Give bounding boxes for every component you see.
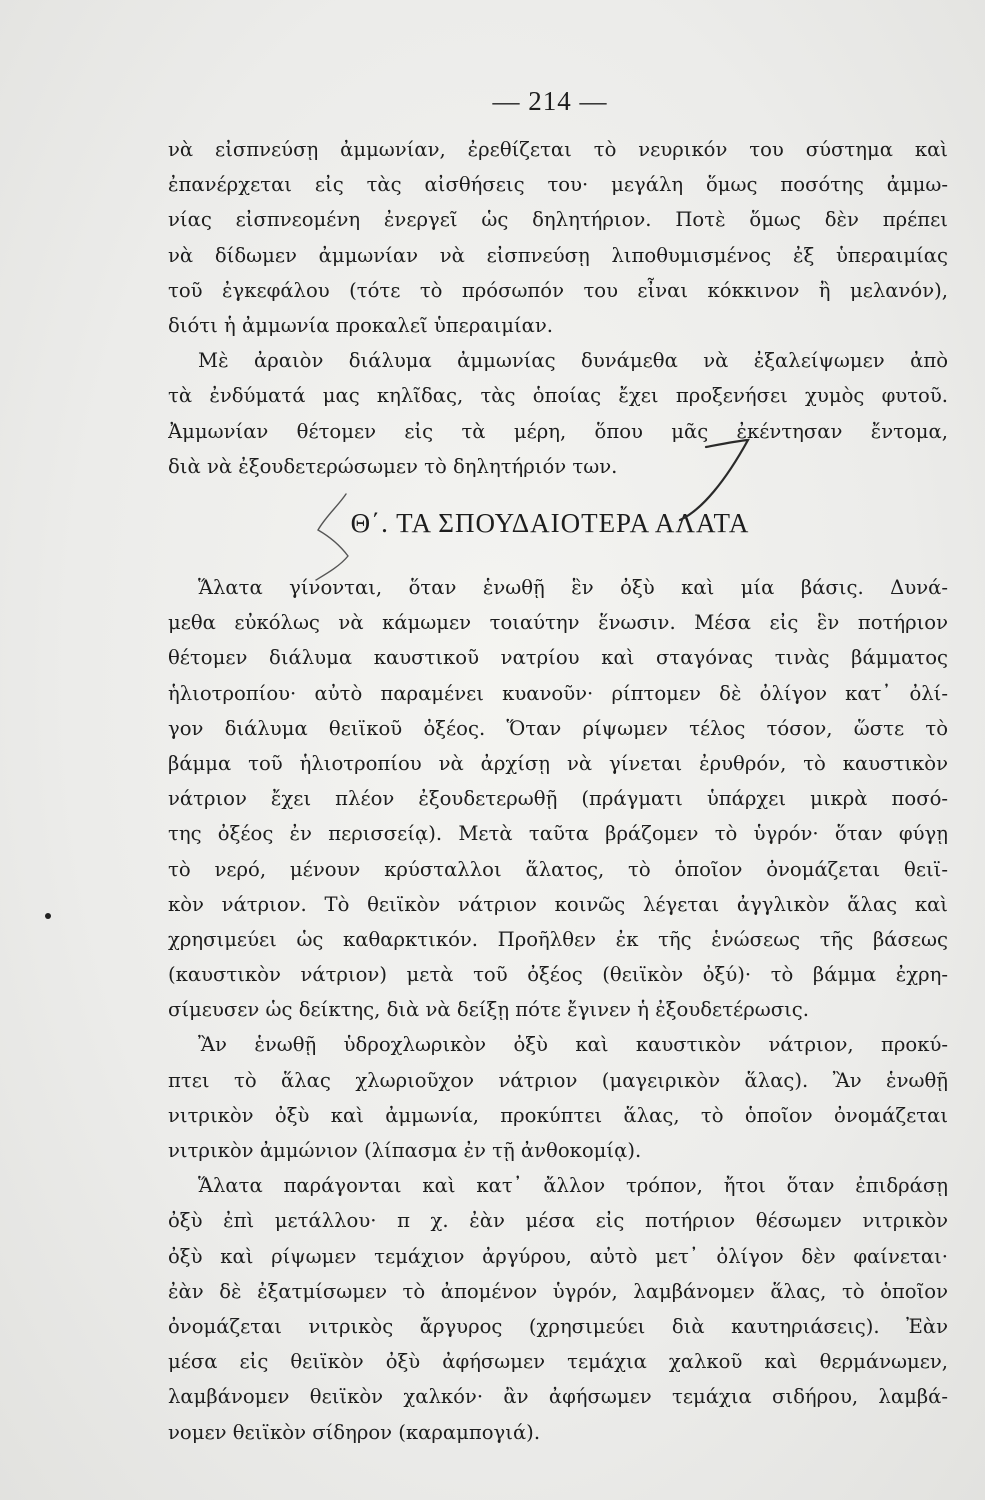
section-heading: Θ΄. ΤΑ ΣΠΟΥΔΑΙΟΤΕΡΑ ΑΛΑΤΑ xyxy=(350,508,750,538)
text-line: τοῦ ἐγκεφάλου (τότε τὸ πρόσωπόν του εἶναι κόκκινον ἢ μελανόν), xyxy=(168,278,948,302)
text-line: Μὲ ἀραιὸν διάλυμα ἀμμωνίας δυνάμεθα νὰ ἐξαλείψωμεν ἀπὸ xyxy=(198,349,948,373)
text-line: τὰ ἐνδύματά μας κηλῖδας, τὰς ὁποίας ἔχει προξενήσει χυμὸς φυτοῦ. xyxy=(168,384,948,408)
ink-dot xyxy=(45,913,51,919)
text-line: μέσα εἰς θειϊκὸν ὀξὺ ἀφήσωμεν τεμάχια χαλκοῦ καὶ θερμάνωμεν, xyxy=(168,1350,948,1374)
text-line: σίμευσεν ὡς δείκτης, διὰ νὰ δείξῃ πότε ἔγινεν ἡ ἐξουδετέρωσις. xyxy=(168,998,809,1022)
text-line: Ἀμμωνίαν θέτομεν εἰς τὰ μέρη, ὅπου μᾶς ἐκέντησαν ἔντομα, xyxy=(168,419,948,443)
text-line: λαμβάνομεν θειϊκὸν χαλκόν· ἂν ἀφήσωμεν τεμάχια σιδήρου, λαμβά- xyxy=(168,1385,948,1409)
page-number: — 214 — xyxy=(492,86,608,116)
text-line: γον διάλυμα θειϊκοῦ ὀξέος. Ὅταν ρίψωμεν τέλος τόσον, ὥστε τὸ xyxy=(168,716,948,740)
text-line: μεθα εὐκόλως νὰ κάμωμεν τοιαύτην ἕνωσιν. Μέσα εἰς ἓν ποτήριον xyxy=(168,611,948,635)
text-line: Ἂν ἑνωθῇ ὑδροχλωρικὸν ὀξὺ καὶ καυστικὸν νάτριον, προκύ- xyxy=(198,1033,948,1057)
text-line: νὰ δίδωμεν ἀμμωνίαν νὰ εἰσπνεύσῃ λιποθυμισμένος ἐξ ὑπεραιμίας xyxy=(168,243,948,267)
text-line: τὸ νερό, μένουν κρύσταλλοι ἅλατος, τὸ ὁποῖον ὀνομάζεται θειϊ- xyxy=(168,857,948,881)
text-line: νομεν θειϊκὸν σίδηρον (καραμπογιά). xyxy=(168,1420,541,1444)
text-line: της ὀξέος ἐν περισσείᾳ). Μετὰ ταῦτα βράζομεν τὸ ὑγρόν· ὅταν φύγῃ xyxy=(168,822,948,846)
text-line: νὰ εἰσπνεύσῃ ἀμμωνίαν, ἐρεθίζεται τὸ νευρικόν του σύστημα καὶ xyxy=(168,138,948,161)
text-line: θέτομεν διάλυμα καυστικοῦ νατρίου καὶ σταγόνας τινὰς βάμματος xyxy=(168,646,948,670)
text-line: (καυστικὸν νάτριον) μετὰ τοῦ ὀξέος (θειϊκὸν ὀξύ)· τὸ βάμμα ἐχρη- xyxy=(168,963,948,987)
text-line: ἐὰν δὲ ἐξατμίσωμεν τὸ ἀπομένον ὑγρόν, λαμβάνομεν ἅλας, τὸ ὁποῖον xyxy=(168,1279,948,1303)
text-line: χρησιμεύει ὡς καθαρκτικόν. Προῆλθεν ἐκ τῆς ἑνώσεως τῆς βάσεως xyxy=(168,927,948,951)
text-line: ὀνομάζεται νιτρικὸς ἄργυρος (χρησιμεύει διὰ καυτηριάσεις). Ἐὰν xyxy=(168,1314,948,1338)
text-line: διότι ἡ ἀμμωνία προκαλεῖ ὑπεραιμίαν. xyxy=(168,313,554,337)
text-line: νιτρικὸν ὀξὺ καὶ ἀμμωνία, προκύπτει ἅλας, τὸ ὁποῖον ὀνομάζεται xyxy=(168,1103,948,1127)
text-block-salts xyxy=(168,570,948,1450)
text-block-ammonia xyxy=(168,132,948,484)
text-line: βάμμα τοῦ ἡλιοτροπίου νὰ ἀρχίσῃ νὰ γίνεται ἐρυθρόν, τὸ καυστικὸν xyxy=(168,751,948,775)
text-line: ὀξὺ καὶ ρίψωμεν τεμάχιον ἀργύρου, αὐτὸ μετ᾿ ὀλίγον δὲν φαίνεται· xyxy=(168,1244,948,1268)
text-line: ἐπανέρχεται εἰς τὰς αἰσθήσεις του· μεγάλη ὅμως ποσότης ἀμμω- xyxy=(168,173,948,197)
text-line: νίας εἰσπνεομένη ἐνεργεῖ ὡς δηλητήριον. Ποτὲ ὅμως δὲν πρέπει xyxy=(168,208,948,232)
text-line: κὸν νάτριον. Τὸ θειϊκὸν νάτριον κοινῶς λέγεται ἀγγλικὸν ἅλας καὶ xyxy=(168,892,948,916)
text-line: νιτρικὸν ἀμμώνιον (λίπασμα ἐν τῇ ἀνθοκομίᾳ). xyxy=(168,1139,642,1162)
text-line: Ἅλατα γίνονται, ὅταν ἑνωθῇ ἓν ὀξὺ καὶ μία βάσις. Δυνά- xyxy=(198,576,948,599)
text-line: νάτριον ἔχει πλέον ἐξουδετερωθῇ (πράγματι ὑπάρχει μικρὰ ποσό- xyxy=(168,787,948,811)
text-line: διὰ νὰ ἐξουδετερώσωμεν τὸ δηλητήριόν των. xyxy=(168,454,618,478)
text-line: ἡλιοτροπίου· αὐτὸ παραμένει κυανοῦν· ρίπτομεν δὲ ὀλίγον κατ᾿ ὀλί- xyxy=(168,681,948,705)
text-line: Ἅλατα παράγονται καὶ κατ᾿ ἄλλον τρόπον, ἤτοι ὅταν ἐπιδράσῃ xyxy=(198,1174,948,1198)
text-line: πτει τὸ ἅλας χλωριοῦχον νάτριον (μαγειρικὸν ἅλας). Ἂν ἑνωθῇ xyxy=(168,1068,948,1092)
text-line: ὀξὺ ἐπὶ μετάλλου· π χ. ἐὰν μέσα εἰς ποτήριον θέσωμεν νιτρικὸν xyxy=(168,1209,948,1233)
